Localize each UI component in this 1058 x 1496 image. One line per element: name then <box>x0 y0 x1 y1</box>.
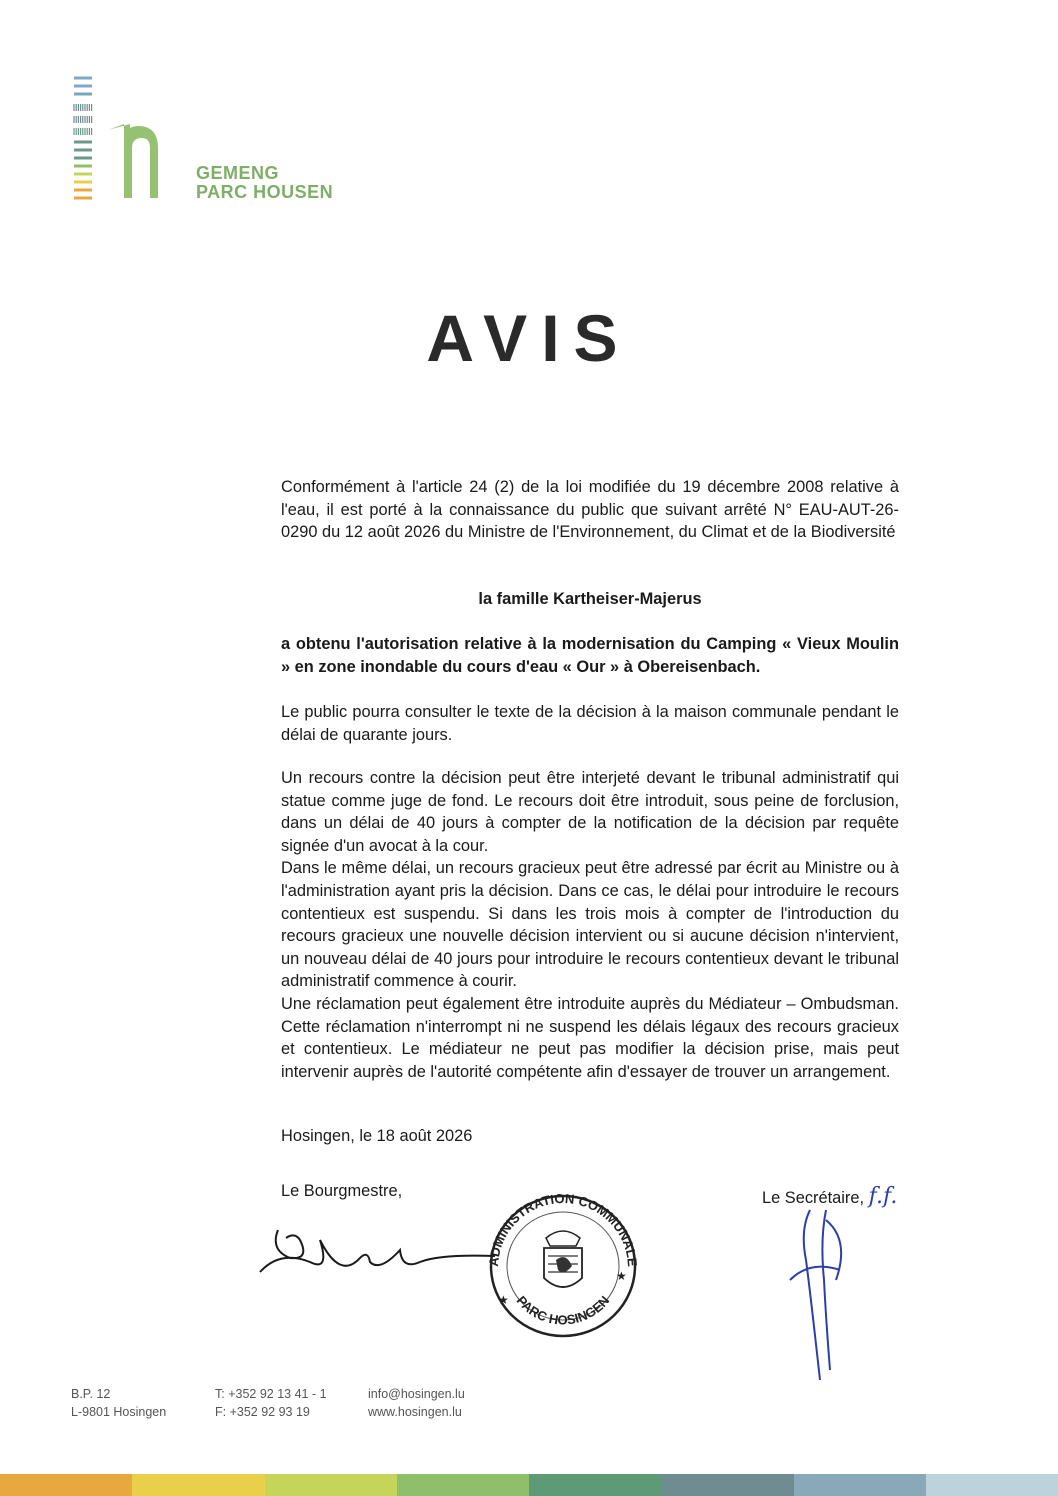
stamp-star-icon: ★ <box>498 1293 509 1307</box>
object-text: a obtenu l'autorisation relative à la modernisation du Camping « Vieux Moulin » en zone inondable du cours d'eau « Our » à Obereisenbach. <box>281 635 899 676</box>
logo-h-mark-icon <box>72 72 172 204</box>
logo-line-2: PARC HOUSEN <box>196 182 334 202</box>
municipality-logo <box>72 72 372 212</box>
logo-line-1: GEMENG <box>196 163 280 183</box>
stamp-bottom-text: PARC HOSINGEN <box>513 1292 613 1328</box>
consultation-paragraph <box>281 701 899 746</box>
footer-phone: T: +352 92 13 41 - 1 <box>215 1387 327 1401</box>
mayor-label: Le Bourgmestre, <box>281 1182 403 1200</box>
recours-section <box>281 767 899 1083</box>
secretary-annotation: f.f. <box>868 1184 898 1209</box>
recours-paragraph-3: Une réclamation peut également être introduite auprès du Médiateur – Ombudsman. Cette réclamation n'interrompt ni ne suspend les délais légaux des recours gracieux et contentieux. Le médiateur ne peut pas modifier la décision prise, mais peut intervenir auprès de l'autorité compétente afin d'essayer de trouver un arrangement. <box>281 994 899 1081</box>
logo-wordmark <box>196 164 333 202</box>
object-paragraph <box>281 633 899 678</box>
footer-contact <box>368 1385 465 1421</box>
intro-text: Conformément à l'article 24 (2) de la loi modifiée du 19 décembre 2008 relative à l'eau, il est porté à la connaissance du public que suivant arrêté N° EAU-AUT-26-0290 du 12 août 2026 du Ministre de l'Environnement, du Climat et de la Biodiversité <box>281 478 899 542</box>
place-date-text: Hosingen, le 18 août 2026 <box>281 1127 473 1145</box>
recours-paragraph-1: Un recours contre la décision peut être interjeté devant le tribunal administratif qui statue comme juge de fond. Le recours doit être introduit, sous peine de forclusion, dans un délai de 40 jours à compter de la notification de la décision par requête signée d'un avocat à la cour. <box>281 769 899 855</box>
stamp-top-text: ADMINISTRATION COMMUNALE <box>485 1190 641 1268</box>
color-bar-segment <box>661 1474 793 1496</box>
coat-of-arms-icon <box>544 1231 582 1287</box>
footer-color-bar <box>0 1474 1058 1496</box>
stamp-star-icon-right: ★ <box>616 1269 627 1283</box>
official-stamp <box>478 1186 648 1342</box>
place-date <box>281 1125 899 1148</box>
footer-website[interactable]: www.hosingen.lu <box>368 1405 462 1419</box>
consultation-text: Le public pourra consulter le texte de la décision à la maison communale pendant le délai de quarante jours. <box>281 703 899 744</box>
recours-paragraph-2: Dans le même délai, un recours gracieux peut être adressé par écrit au Ministre ou à l'administration ayant pris la décision. Dans ce cas, le délai pour introduire le recours contentieux est suspendu. Si dans les trois mois à compter de l'introduction du recours gracieux une nouvelle décision intervient ou si aucune décision n'intervient, un nouveau délai de 40 jours pour introduire le recours contentieux devant le tribunal administratif commence à courir. <box>281 859 899 991</box>
footer-po-box: B.P. 12 <box>71 1387 111 1401</box>
intro-paragraph <box>281 476 899 544</box>
footer-postal: L-9801 Hosingen <box>71 1405 167 1419</box>
page-title: AVIS <box>426 301 632 375</box>
color-bar-segment <box>794 1474 926 1496</box>
footer-fax: F: +352 92 93 19 <box>215 1405 310 1419</box>
beneficiary-paragraph <box>281 588 899 611</box>
footer-address <box>71 1385 166 1421</box>
footer-phone-block <box>215 1385 327 1421</box>
color-bar-segment <box>265 1474 397 1496</box>
color-bar-segment <box>397 1474 529 1496</box>
color-bar-segment <box>132 1474 264 1496</box>
color-bar-segment <box>0 1474 132 1496</box>
secretary-label: Le Secrétaire, <box>762 1189 865 1207</box>
footer-email[interactable]: info@hosingen.lu <box>368 1387 465 1401</box>
beneficiary-text: la famille Kartheiser-Majerus <box>478 590 702 608</box>
secretary-signature <box>780 1200 860 1380</box>
color-bar-segment <box>926 1474 1058 1496</box>
logo-tick-marks <box>74 104 92 135</box>
mayor-signature <box>250 1210 500 1290</box>
color-bar-segment <box>529 1474 661 1496</box>
